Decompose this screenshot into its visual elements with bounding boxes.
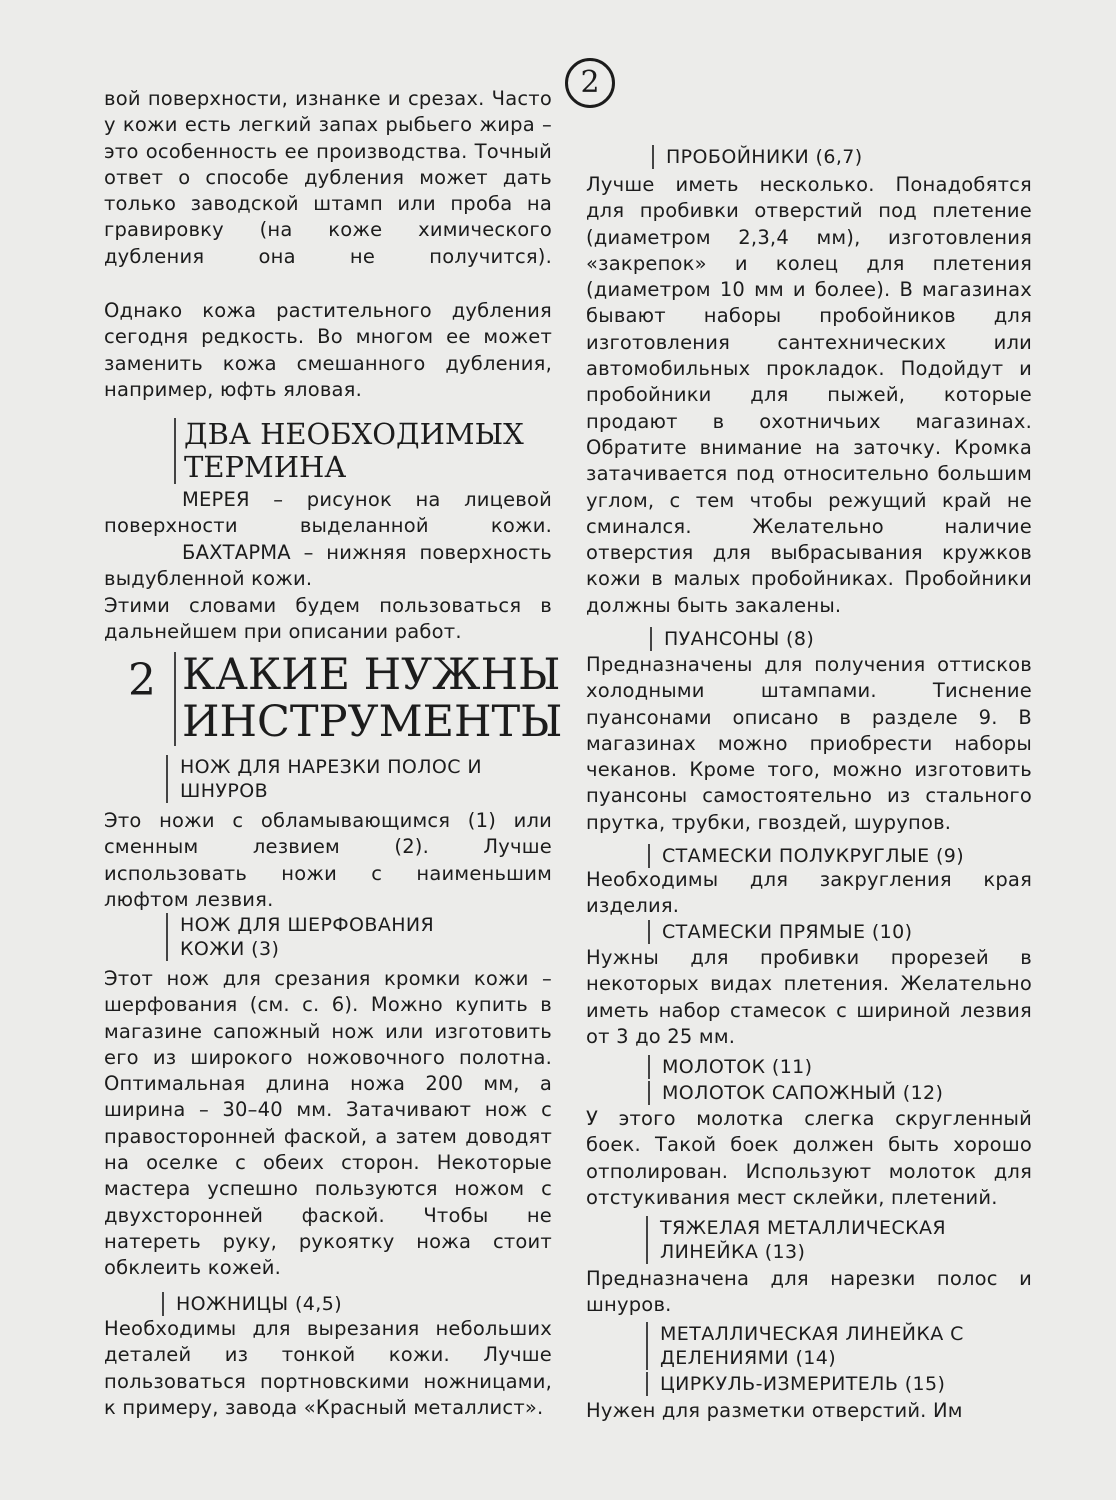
- section-title: МОЛОТОК (11): [648, 1055, 1022, 1079]
- section-title: МОЛОТОК САПОЖНЫЙ (12): [648, 1081, 1022, 1105]
- section-text: Лучше иметь несколько. Понадобятся для пробивки отверстий под плетение (диаметром 2,3,4 мм), изготовления «закрепок» и колец для плетения (диаметром 10 мм и более). В магазинах бывают наборы пробойников для изготовления сантехнических или автомобильных прокладок. Подойдут и пробойники для пыжей, которые продают в охотничьих магазинах. Обратите внимание на заточку. Кромка затачивается под относительно большим углом, с тем чтобы режущий край не сминался. Желательно наличие отверстия для выбрасывания кружков кожи в малых пробойниках. Пробойники должны быть закалены.: [586, 173, 1032, 617]
- section-title: ПУАНСОНЫ (8): [650, 627, 994, 651]
- section-title: НОЖ ДЛЯ ШЕРФОВАНИЯ КОЖИ (3): [166, 913, 480, 961]
- section-text: Этот нож для срезания кромки кожи – шерфования (см. с. 6). Можно купить в магазине сапожный нож или изготовить его из широкого ножовочного полотна. Оптимальная длина ножа 200 мм, а ширина – 30–40 мм. Затачивают нож с правосторонней фаской, а затем доводят на оселке с обеих сторон. Некоторые мастера успешно пользуются ножом с двухсторонней фаской. Чтобы не натереть руку, рукоятку ножа стоит обклеить кожей.: [104, 967, 552, 1280]
- section-title: НОЖ ДЛЯ НАРЕЗКИ ПОЛОС И ШНУРОВ: [166, 755, 510, 803]
- section-text: Необходимы для вырезания небольших деталей из тонкой кожи. Лучше пользоваться портновскими ножницами, к примеру, завода «Красный металлист».: [104, 1317, 552, 1419]
- section-title: СТАМЕСКИ ПОЛУКРУГЛЫЕ (9): [648, 844, 1022, 868]
- paragraph: Этими словами будем пользоваться в дальнейшем при описании работ.: [104, 594, 552, 644]
- section-text: Нужен для разметки отверстий. Им: [586, 1399, 963, 1422]
- section-title: ТЯЖЕЛАЯ МЕТАЛЛИЧЕСКАЯ ЛИНЕЙКА (13): [646, 1216, 1000, 1264]
- page-number: 2: [565, 58, 615, 108]
- paragraph: вой поверхности, изнанке и срезах. Часто у кожи есть легкий запах рыбьего жира – это особенность ее производства. Точный ответ о способе дубления может дать только заводской штамп или проба на гравировку (на коже химического дубления она не получится).: [104, 87, 552, 268]
- section-title: СТАМЕСКИ ПРЯМЫЕ (10): [648, 920, 1022, 944]
- chapter-title: КАКИЕ НУЖНЫ ИНСТРУМЕНТЫ: [174, 652, 562, 746]
- term-bakhtarma: БАХТАРМА – нижняя поверхность выдубленной кожи.: [104, 541, 552, 591]
- section-title: ПРОБОЙНИКИ (6,7): [652, 145, 996, 169]
- section-text: Предназначена для нарезки полос и шнуров.: [586, 1267, 1032, 1317]
- chapter-number: 2: [128, 655, 156, 706]
- section-text: Нужны для пробивки прорезей в некоторых видах плетения. Желательно иметь набор стамесок с шириной лезвия от 3 до 25 мм.: [586, 946, 1032, 1048]
- section-text: Это ножи с обламывающимся (1) или сменным лезвием (2). Лучше использовать ножи с наименьшим люфтом лезвия.: [104, 809, 552, 911]
- section-title: ЦИРКУЛЬ-ИЗМЕРИТЕЛЬ (15): [646, 1372, 1000, 1396]
- section-text: У этого молотка слегка скругленный боек. Такой боек должен быть хорошо отполирован. Используют молоток для отстукивания мест склейки, плетений.: [586, 1107, 1032, 1209]
- section-text: Необходимы для закругления края изделия.: [586, 868, 1032, 918]
- terms-heading: ДВА НЕОБХОДИМЫХ ТЕРМИНА: [174, 418, 524, 484]
- section-title: НОЖНИЦЫ (4,5): [162, 1292, 476, 1316]
- section-text: Предназначены для получения оттисков холодными штампами. Тиснение пуансонами описано в разделе 9. В магазинах можно приобрести наборы чеканов. Кроме того, можно изготовить пуансоны самостоятельно из стального прутка, трубки, гвоздей, шурупов.: [586, 653, 1032, 834]
- term-mereya: МЕРЕЯ – рисунок на лицевой поверхности выделанной кожи.: [104, 488, 552, 538]
- paragraph: Однако кожа растительного дубления сегодня редкость. Во многом ее может заменить кожа смешанного дубления, например, юфть яловая.: [104, 299, 552, 401]
- section-title: МЕТАЛЛИЧЕСКАЯ ЛИНЕЙКА С ДЕЛЕНИЯМИ (14): [646, 1322, 1000, 1370]
